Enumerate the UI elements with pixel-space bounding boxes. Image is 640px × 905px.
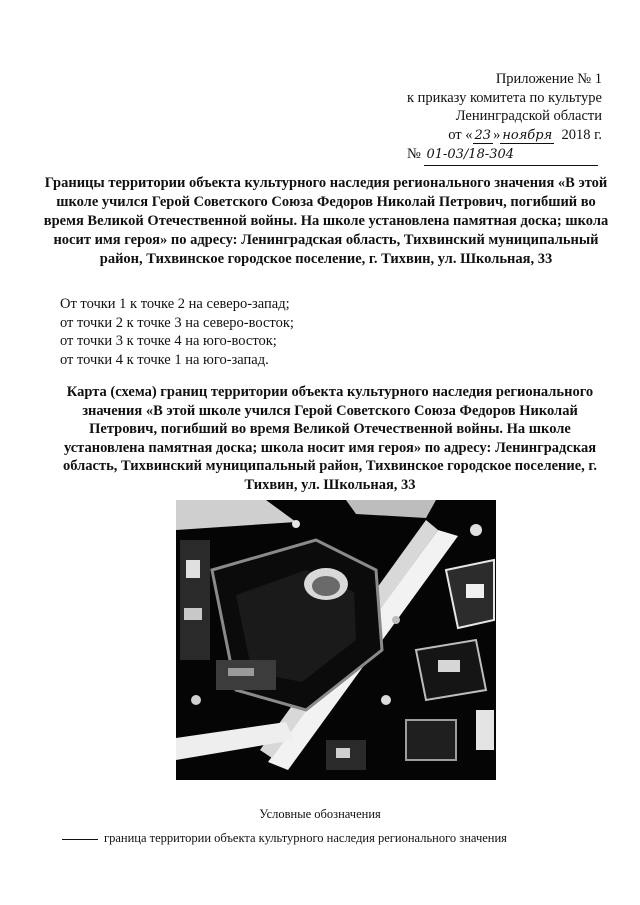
appendix-date [407,126,602,146]
legend-title: Условные обозначения [259,807,381,821]
map-title: Карта (схема) границ территории объекта культурного наследия регионального значения «В этой школе учился Герой Советского Союза Федоров Николай Петрович, погибший во время Великой Отечественной войны. На школе установлена памятная доска; школа носит имя героя» по адресу: Ленинградская область, Тихвинский муниципальный район, Тихвинское городское поселение, г. Тихвин, ул. Школьная, 33 [62,384,597,493]
number-value: 01-03/18-304 [424,146,598,166]
date-month: ноября [502,127,553,143]
point-line-2: от точки 2 к точке 3 на северо-восток; [60,314,294,331]
number-prefix: № [406,146,421,162]
appendix-region: Ленинградской области [455,108,602,124]
appendix-number [407,145,602,166]
boundary-line-symbol [62,839,98,840]
appendix-header [407,70,602,166]
aerial-map-image [176,500,496,780]
point-line-4: от точки 4 к точке 1 на юго-запад. [60,351,269,368]
date-year: 2018 г. [561,126,602,143]
appendix-title: Приложение № 1 [495,71,602,87]
date-day: 23 [474,127,492,143]
aerial-map-graphic [176,500,496,780]
boundary-points-list [60,295,294,369]
point-line-1: От точки 1 к точке 2 на северо-запад; [60,296,290,312]
boundaries-title: Границы территории объекта культурного наследия регионального значения «В этой школе учился Герой Советского Союза Федоров Николай Петрович, погибший во время Великой Отечественной войны. На школе установлена памятная доска; школа носит имя героя» по адресу: Ленинградская область, Тихвинский муниципальный район, Тихвинское городское поселение, г. Тихвин, ул. Школьная, 33 [43,175,609,267]
date-mid: » [493,126,501,143]
legend-item [62,831,507,846]
appendix-order-ref: к приказу комитета по культуре [406,89,602,106]
date-prefix: от « [448,126,473,143]
point-line-3: от точки 3 к точке 4 на юго-восток; [60,333,277,349]
legend-item-label: граница территории объекта культурного наследия регионального значения [104,831,507,845]
